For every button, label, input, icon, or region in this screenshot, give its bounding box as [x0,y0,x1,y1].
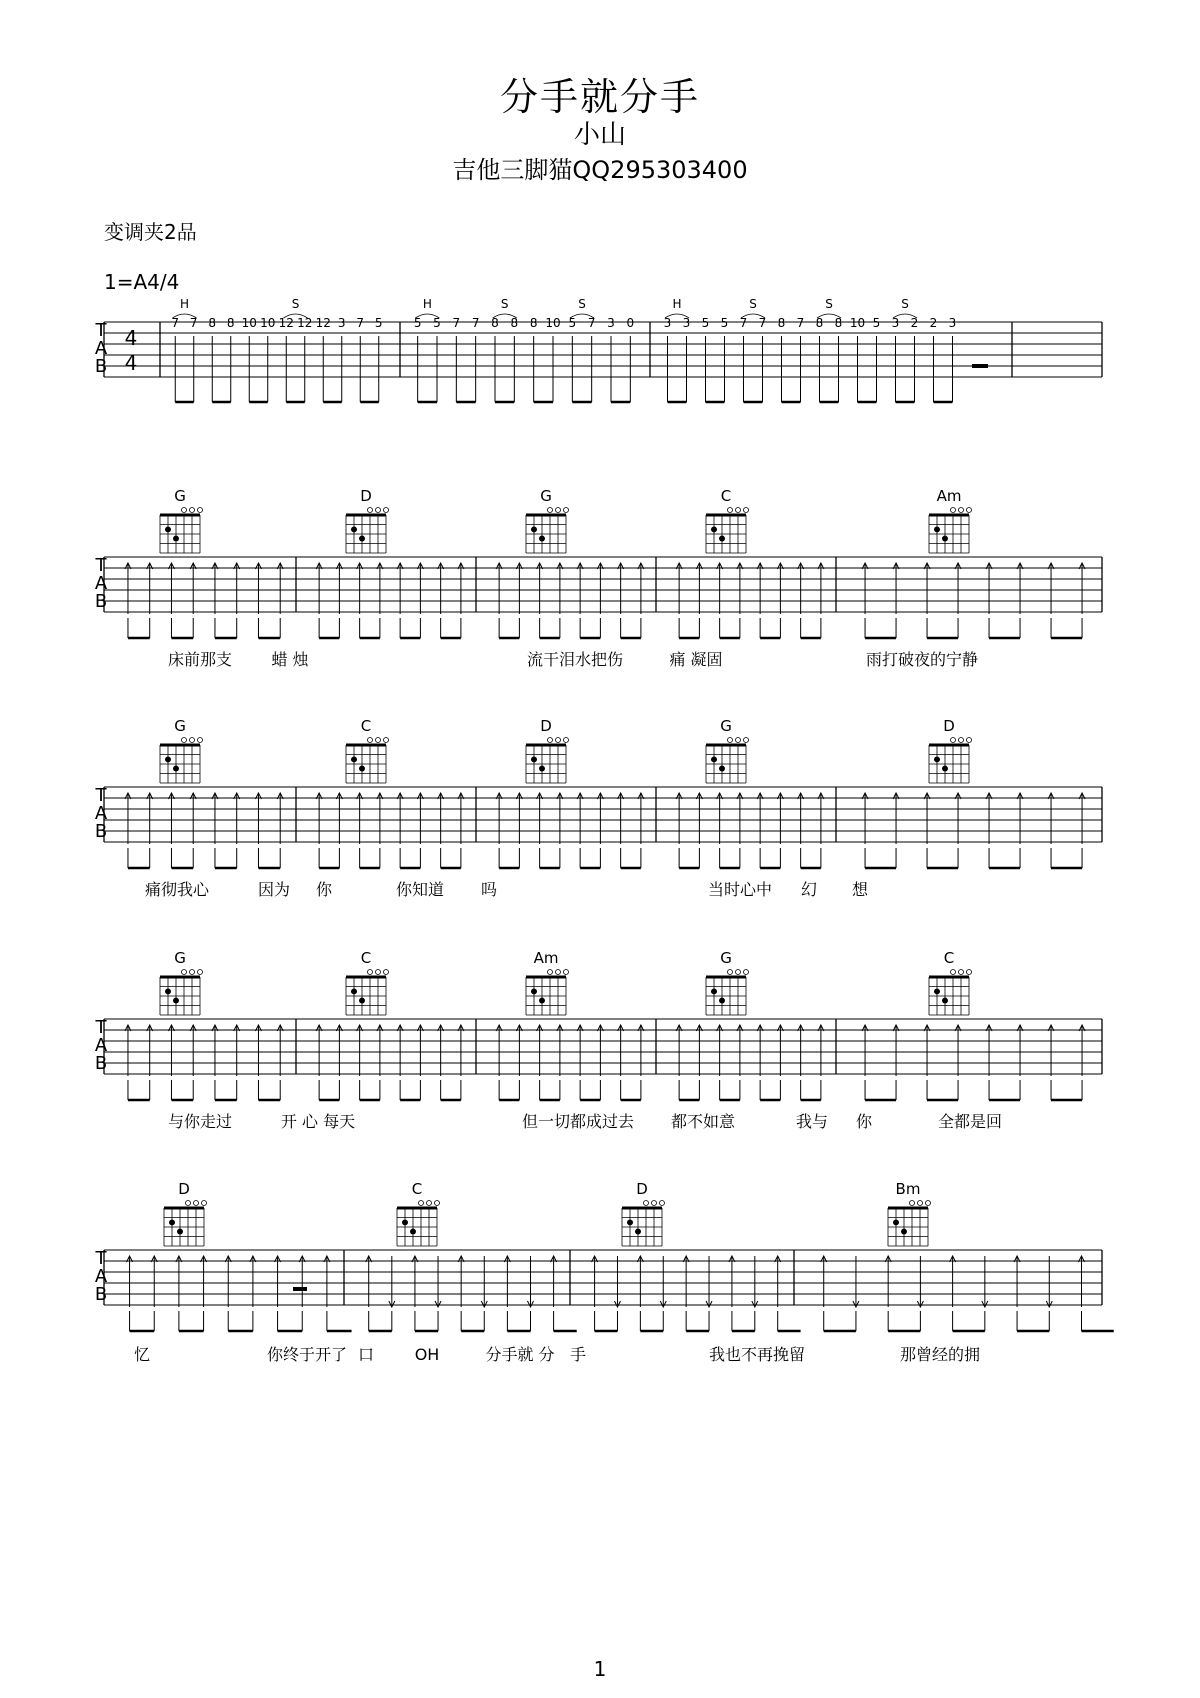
open-string-marker [660,1201,665,1206]
open-string-marker [951,508,956,513]
finger-dot [351,756,357,762]
chord-diagram [929,949,972,1015]
open-string-marker [926,1201,931,1206]
lyric-text: 当时心中 [707,880,773,899]
fret-number: 5 [413,316,422,330]
open-string-marker [190,970,195,975]
fret-number: 5 [433,316,441,330]
open-string-marker [728,970,733,975]
fret-number: 8 [777,316,786,330]
open-string-marker [182,738,187,743]
chord-name: D [540,717,552,735]
fret-number: 12 [315,316,331,330]
finger-dot [627,1219,633,1225]
finger-dot [934,756,940,762]
finger-dot [942,536,948,542]
open-string-marker [384,970,389,975]
technique-mark: S [825,297,833,311]
fret-number: 3 [682,316,691,330]
chord-name: C [943,949,955,967]
open-string-marker [918,1201,923,1206]
technique-mark: S [749,297,757,311]
open-string-marker [435,1201,440,1206]
finger-dot [719,536,725,542]
chord-diagram [526,717,569,783]
lyric-text: 痛彻我心 [144,880,210,899]
capo-note: 变调夹2品 [104,220,197,244]
open-string-marker [548,508,553,513]
finger-dot [711,988,717,994]
lyric-text: 我也不再挽留 [708,1345,806,1364]
chord-name: G [720,717,732,735]
open-string-marker [736,970,741,975]
finger-dot [531,756,537,762]
tab-clef-letter: B [94,356,108,377]
finger-dot [942,766,948,772]
fret-number: 12 [278,316,294,330]
fret-number: 8 [834,316,843,330]
tab-clef-letter: B [94,1284,108,1305]
fret-number: 5 [701,316,710,330]
lyric-text: 你 [855,1112,873,1131]
open-string-marker [368,970,373,975]
lyric-text: OH [414,1345,440,1364]
fret-number: 10 [849,316,866,330]
tab-clef-letter: B [94,591,108,612]
open-string-marker [384,738,389,743]
chord-diagram [160,949,203,1015]
lyric-text: 都不如意 [670,1112,736,1131]
fret-number: 3 [891,316,900,330]
page-number: 1 [593,1657,607,1681]
chord-name: C [411,1180,423,1198]
open-string-marker [376,508,381,513]
finger-dot [402,1219,408,1225]
fret-number: 5 [720,316,729,330]
open-string-marker [644,1201,649,1206]
chord-name: G [540,487,552,505]
tab-clef-letter: A [94,803,108,824]
half-rest [293,1287,307,1291]
chord-name: G [174,949,186,967]
time-signature-bottom: 4 [124,351,138,375]
tab-clef-letter: A [94,573,108,594]
chord-name: D [636,1180,648,1198]
fret-number: 5 [568,316,577,330]
open-string-marker [959,970,964,975]
song-title: 分手就分手 [499,75,700,119]
open-string-marker [186,1201,191,1206]
finger-dot [635,1229,641,1235]
fret-number: 7 [587,316,596,330]
open-string-marker [190,738,195,743]
tab-clef-letter: T [95,785,107,806]
finger-dot [901,1229,907,1235]
finger-dot [351,526,357,532]
open-string-marker [744,738,749,743]
chord-name: D [178,1180,190,1198]
open-string-marker [419,1201,424,1206]
chord-diagram [706,717,749,783]
lyric-text: 那曾经的拥 [899,1345,981,1364]
finger-dot [359,766,365,772]
open-string-marker [967,738,972,743]
tab-clef-letter: B [94,1053,108,1074]
open-string-marker [198,508,203,513]
chord-diagram [346,949,389,1015]
open-string-marker [194,1201,199,1206]
fret-number: 2 [910,316,919,330]
chord-diagram [164,1180,207,1246]
time-signature-top: 4 [124,326,138,350]
chord-name: Am [936,487,962,505]
open-string-marker [368,508,373,513]
fret-number: 7 [171,316,180,330]
finger-dot [934,988,940,994]
open-string-marker [384,508,389,513]
open-string-marker [564,970,569,975]
chord-diagram [706,949,749,1015]
finger-dot [531,988,537,994]
lyric-text: 忆 [133,1345,151,1364]
lyric-text: 你 [315,880,333,899]
chord-diagram [526,487,569,553]
finger-dot [359,536,365,542]
chord-name: G [174,717,186,735]
open-string-marker [564,738,569,743]
chord-diagram [346,717,389,783]
finger-dot [719,998,725,1004]
lyric-text: 床前那支 [167,650,233,669]
lyric-text: 全都是回 [937,1112,1003,1131]
finger-dot [893,1219,899,1225]
finger-dot [177,1229,183,1235]
chord-name: Bm [895,1180,921,1198]
finger-dot [165,526,171,532]
chord-name: C [360,949,372,967]
fret-number: 8 [491,316,499,330]
fret-number: 10 [545,316,561,330]
transcriber-credit: 吉他三脚猫QQ295303400 [452,156,748,184]
finger-dot [169,1219,175,1225]
fret-number: 7 [356,316,365,330]
technique-mark: H [422,297,432,311]
open-string-marker [198,970,203,975]
finger-dot [410,1229,416,1235]
finger-dot [711,756,717,762]
lyric-text: 流干泪水把伤 [526,650,624,669]
finger-dot [719,766,725,772]
open-string-marker [951,738,956,743]
open-string-marker [967,508,972,513]
technique-mark: S [901,297,909,311]
open-string-marker [556,508,561,513]
technique-mark: H [672,297,682,311]
open-string-marker [556,738,561,743]
fret-number: 3 [607,316,615,330]
tab-clef-letter: T [95,1017,107,1038]
open-string-marker [736,738,741,743]
open-string-marker [198,738,203,743]
chord-diagram [929,717,972,783]
chord-diagram [160,487,203,553]
open-string-marker [190,508,195,513]
open-string-marker [910,1201,915,1206]
lyric-text: 开 心 每天 [280,1112,356,1131]
lyric-text: 口 [357,1345,375,1364]
chord-diagram [929,487,972,553]
lyric-text: 幻 [800,880,818,899]
open-string-marker [728,738,733,743]
lyric-text: 分手就 分 [485,1345,555,1364]
lyric-text: 痛 凝固 [669,650,723,669]
finger-dot [165,756,171,762]
open-string-marker [202,1201,207,1206]
finger-dot [173,998,179,1004]
open-string-marker [951,970,956,975]
chord-name: C [720,487,732,505]
tab-clef-letter: B [94,821,108,842]
fret-number: 8 [226,316,235,330]
lyric-text: 我与 [795,1112,829,1131]
fret-number: 3 [663,316,672,330]
lyric-text: 与你走过 [167,1112,233,1131]
finger-dot [351,988,357,994]
open-string-marker [967,970,972,975]
finger-dot [359,998,365,1004]
fret-number: 7 [758,316,767,330]
finger-dot [942,998,948,1004]
open-string-marker [182,970,187,975]
chord-diagram [526,949,569,1015]
fret-number: 7 [796,316,805,330]
open-string-marker [744,508,749,513]
technique-mark: S [291,297,300,311]
fret-number: 7 [452,316,461,330]
fret-number: 7 [471,316,480,330]
open-string-marker [652,1201,657,1206]
technique-mark: H [179,297,190,311]
finger-dot [531,526,537,532]
open-string-marker [548,738,553,743]
strum-tab-system [95,487,1103,669]
open-string-marker [427,1201,432,1206]
chord-name: C [360,717,372,735]
tab-clef-letter: T [95,320,107,341]
strum-tab-system [95,949,1103,1131]
whole-rest [972,364,988,368]
tab-clef-letter: A [94,1266,108,1287]
lyric-text: 吗 [480,880,498,899]
lyric-text: 蜡 烛 [271,650,309,669]
open-string-marker [564,508,569,513]
finger-dot [173,766,179,772]
fret-number: 7 [739,316,748,330]
lyric-text: 雨打破夜的宁静 [865,650,979,669]
fret-number: 10 [241,316,257,330]
chord-name: G [720,949,732,967]
artist-name: 小山 [573,120,626,150]
open-string-marker [182,508,187,513]
open-string-marker [736,508,741,513]
tab-clef-letter: T [95,1248,107,1269]
strum-tab-system [95,1180,1114,1364]
intro-tab-system [95,297,1103,402]
fret-number: 0 [626,316,635,330]
tab-clef-letter: T [95,555,107,576]
open-string-marker [959,508,964,513]
fret-number: 8 [208,316,217,330]
finger-dot [165,988,171,994]
lyric-text: 因为 [257,880,291,899]
fret-number: 3 [948,316,957,330]
finger-dot [539,766,545,772]
technique-mark: S [500,297,509,311]
open-string-marker [744,970,749,975]
fret-number: 10 [260,316,276,330]
fret-number: 2 [929,316,938,330]
open-string-marker [376,738,381,743]
fret-number: 3 [337,316,346,330]
fret-number: 8 [815,316,824,330]
chord-diagram [160,717,203,783]
fret-number: 5 [872,316,881,330]
open-string-marker [368,738,373,743]
technique-mark: S [578,297,586,311]
open-string-marker [556,970,561,975]
chord-name: D [943,717,955,735]
open-string-marker [548,970,553,975]
lyric-text: 你终于开了 [266,1345,348,1364]
fret-number: 8 [510,316,519,330]
tab-clef-letter: A [94,338,108,359]
strum-tab-system [95,717,1103,899]
finger-dot [934,526,940,532]
chord-diagram [346,487,389,553]
chord-name: D [360,487,372,505]
fret-number: 12 [297,316,313,330]
lyric-text: 想 [851,880,869,899]
open-string-marker [959,738,964,743]
chord-diagram [622,1180,665,1246]
chord-name: Am [533,949,559,967]
tab-clef-letter: A [94,1035,108,1056]
lyric-text: 但一切都成过去 [521,1112,635,1131]
open-string-marker [376,970,381,975]
chord-diagram [706,487,749,553]
finger-dot [173,536,179,542]
finger-dot [711,526,717,532]
open-string-marker [728,508,733,513]
finger-dot [539,998,545,1004]
lyric-text: 手 [569,1345,587,1364]
fret-number: 8 [529,316,538,330]
chord-diagram [888,1180,931,1246]
lyric-text: 你知道 [395,880,445,899]
finger-dot [539,536,545,542]
fret-number: 5 [374,316,383,330]
key-time-signature: 1=A4/4 [104,270,180,294]
fret-number: 7 [189,316,198,330]
chord-diagram [397,1180,440,1246]
chord-name: G [174,487,186,505]
